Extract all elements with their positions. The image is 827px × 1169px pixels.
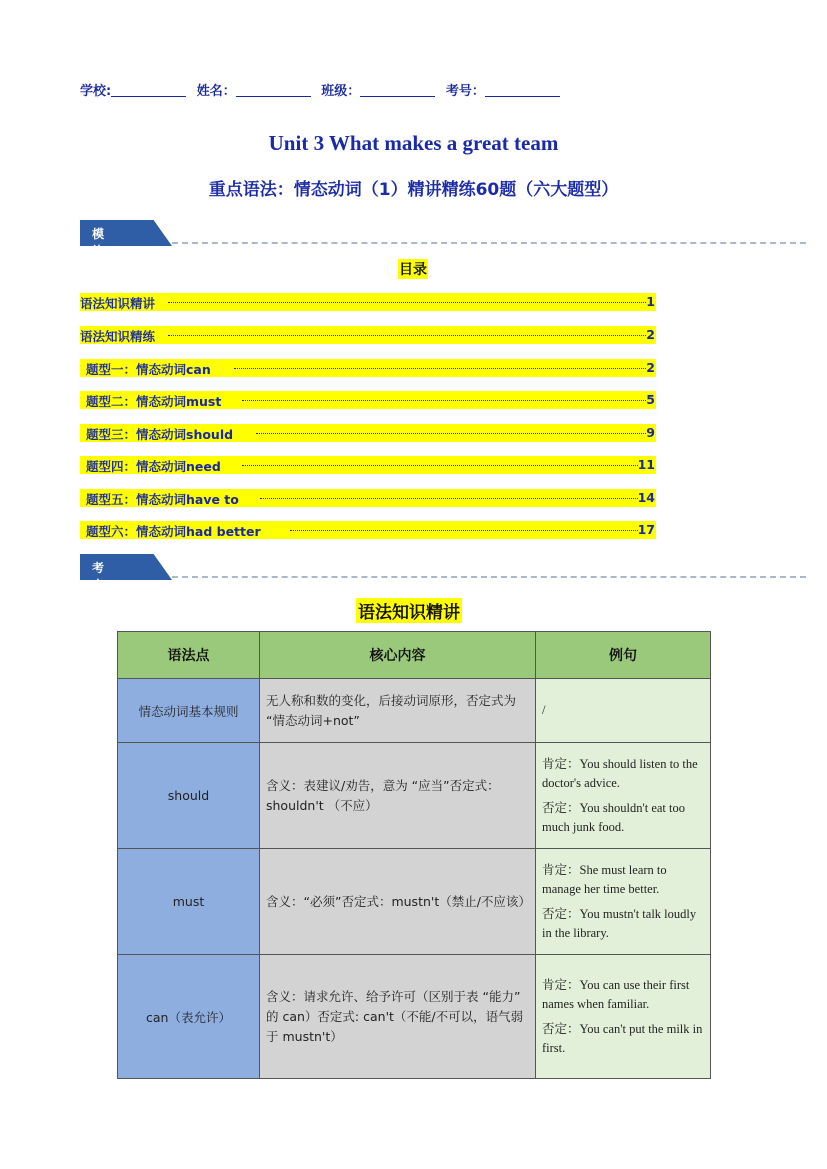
column-header: 例句: [536, 632, 711, 679]
toc-leader: [290, 530, 638, 531]
toc-heading: 目录: [398, 259, 428, 279]
example-cell: [536, 955, 711, 1079]
core-content-cell: 含义：请求允许、给予许可（区别于表 “能力” 的 can）否定式: can't（不能/不可以，语气弱于 mustn't）: [260, 955, 536, 1079]
column-header: 核心内容: [260, 632, 536, 679]
example-sentence: 否定：You mustn't talk loudly in the library.: [542, 906, 697, 940]
grammar-point-cell: should: [118, 743, 260, 849]
table-header-row: [118, 632, 711, 679]
toc-item[interactable]: [80, 326, 656, 344]
toc-item-page: 9: [646, 425, 655, 440]
class-label: 班级：: [321, 84, 361, 99]
toc-leader: [256, 433, 646, 434]
toc-item[interactable]: [80, 391, 656, 409]
grammar-point-cell: must: [118, 849, 260, 955]
toc-item-page: 11: [637, 457, 655, 472]
toc-item[interactable]: [80, 424, 656, 442]
example-sentence: 否定：You shouldn't eat too much junk food.: [542, 800, 686, 834]
toc-item-label: 题型六：情态动词had better: [86, 524, 261, 539]
toc-item-page: 1: [646, 294, 655, 309]
toc-item[interactable]: [80, 489, 656, 507]
table-row: [118, 743, 711, 849]
example-sentence: 肯定：You should listen to the doctor's advice.: [542, 756, 698, 790]
toc-leader: [242, 465, 638, 466]
class-field[interactable]: [360, 84, 435, 97]
toc-leader: [168, 335, 646, 336]
toc-leader: [260, 498, 638, 499]
example-cell: [536, 679, 711, 743]
section-title: 语法知识精讲: [356, 598, 462, 623]
toc-item[interactable]: [80, 293, 656, 311]
example-sentence: 否定：You can't put the milk in first.: [542, 1021, 703, 1055]
toc-item-page: 14: [637, 490, 655, 505]
document-subtitle: 重点语法：情态动词（1）精讲精练60题（六大题型）: [208, 180, 619, 200]
toc-item[interactable]: [80, 359, 656, 377]
banner-label: 模块导航: [92, 227, 105, 292]
core-content-cell: 含义：“必须”否定式：mustn't（禁止/不应该）: [260, 849, 536, 955]
student-info-line: [80, 80, 564, 99]
banner-divider: [172, 242, 806, 244]
school-label: 学校:: [80, 84, 112, 99]
example-cell: [536, 743, 711, 849]
school-field[interactable]: [111, 84, 186, 97]
toc-item-label: 语法知识精讲: [80, 296, 156, 311]
table-row: [118, 679, 711, 743]
toc-item-label: 题型五：情态动词have to: [86, 492, 239, 507]
core-content-cell: 含义：表建议/劝告，意为 “应当”否定式：shouldn't （不应）: [260, 743, 536, 849]
banner-divider: [172, 576, 806, 578]
exam-number-field[interactable]: [485, 84, 560, 97]
toc-leader: [168, 302, 646, 303]
toc-item-page: 17: [637, 522, 655, 537]
grammar-table: [117, 631, 711, 1079]
example-sentence: 肯定：She must learn to manage her time better.: [542, 862, 667, 896]
toc-item-label: 题型二：情态动词must: [86, 394, 222, 409]
toc-leader: [234, 368, 646, 369]
example-sentence: 肯定：You can use their first names when familiar.: [542, 977, 690, 1011]
table-row: [118, 955, 711, 1079]
toc-item-label: 题型三：情态动词should: [86, 427, 234, 442]
core-content-cell: 无人称和数的变化，后接动词原形，否定式为 “情态动词+not”: [260, 679, 536, 743]
toc-item-label: 语法知识精练: [80, 329, 156, 344]
document-title: Unit 3 What makes a great team: [268, 131, 559, 155]
toc-item-page: 2: [646, 327, 655, 342]
toc-item[interactable]: [80, 456, 656, 474]
toc-item-label: 题型一：情态动词can: [86, 362, 211, 377]
column-header: 语法点: [118, 632, 260, 679]
exam-number-label: 考号：: [445, 84, 485, 99]
toc-item-label: 题型四：情态动词need: [86, 459, 221, 474]
toc-item-page: 5: [646, 392, 655, 407]
example-cell: [536, 849, 711, 955]
name-field[interactable]: [236, 84, 311, 97]
toc-leader: [242, 400, 646, 401]
example-sentence: /: [542, 703, 546, 717]
toc-item[interactable]: [80, 521, 656, 539]
table-row: [118, 849, 711, 955]
name-label: 姓名：: [196, 84, 236, 99]
banner-label: 考点剖析: [92, 561, 105, 626]
toc-item-page: 2: [646, 360, 655, 375]
grammar-point-cell: can（表允许）: [118, 955, 260, 1079]
grammar-point-cell: 情态动词基本规则: [118, 679, 260, 743]
